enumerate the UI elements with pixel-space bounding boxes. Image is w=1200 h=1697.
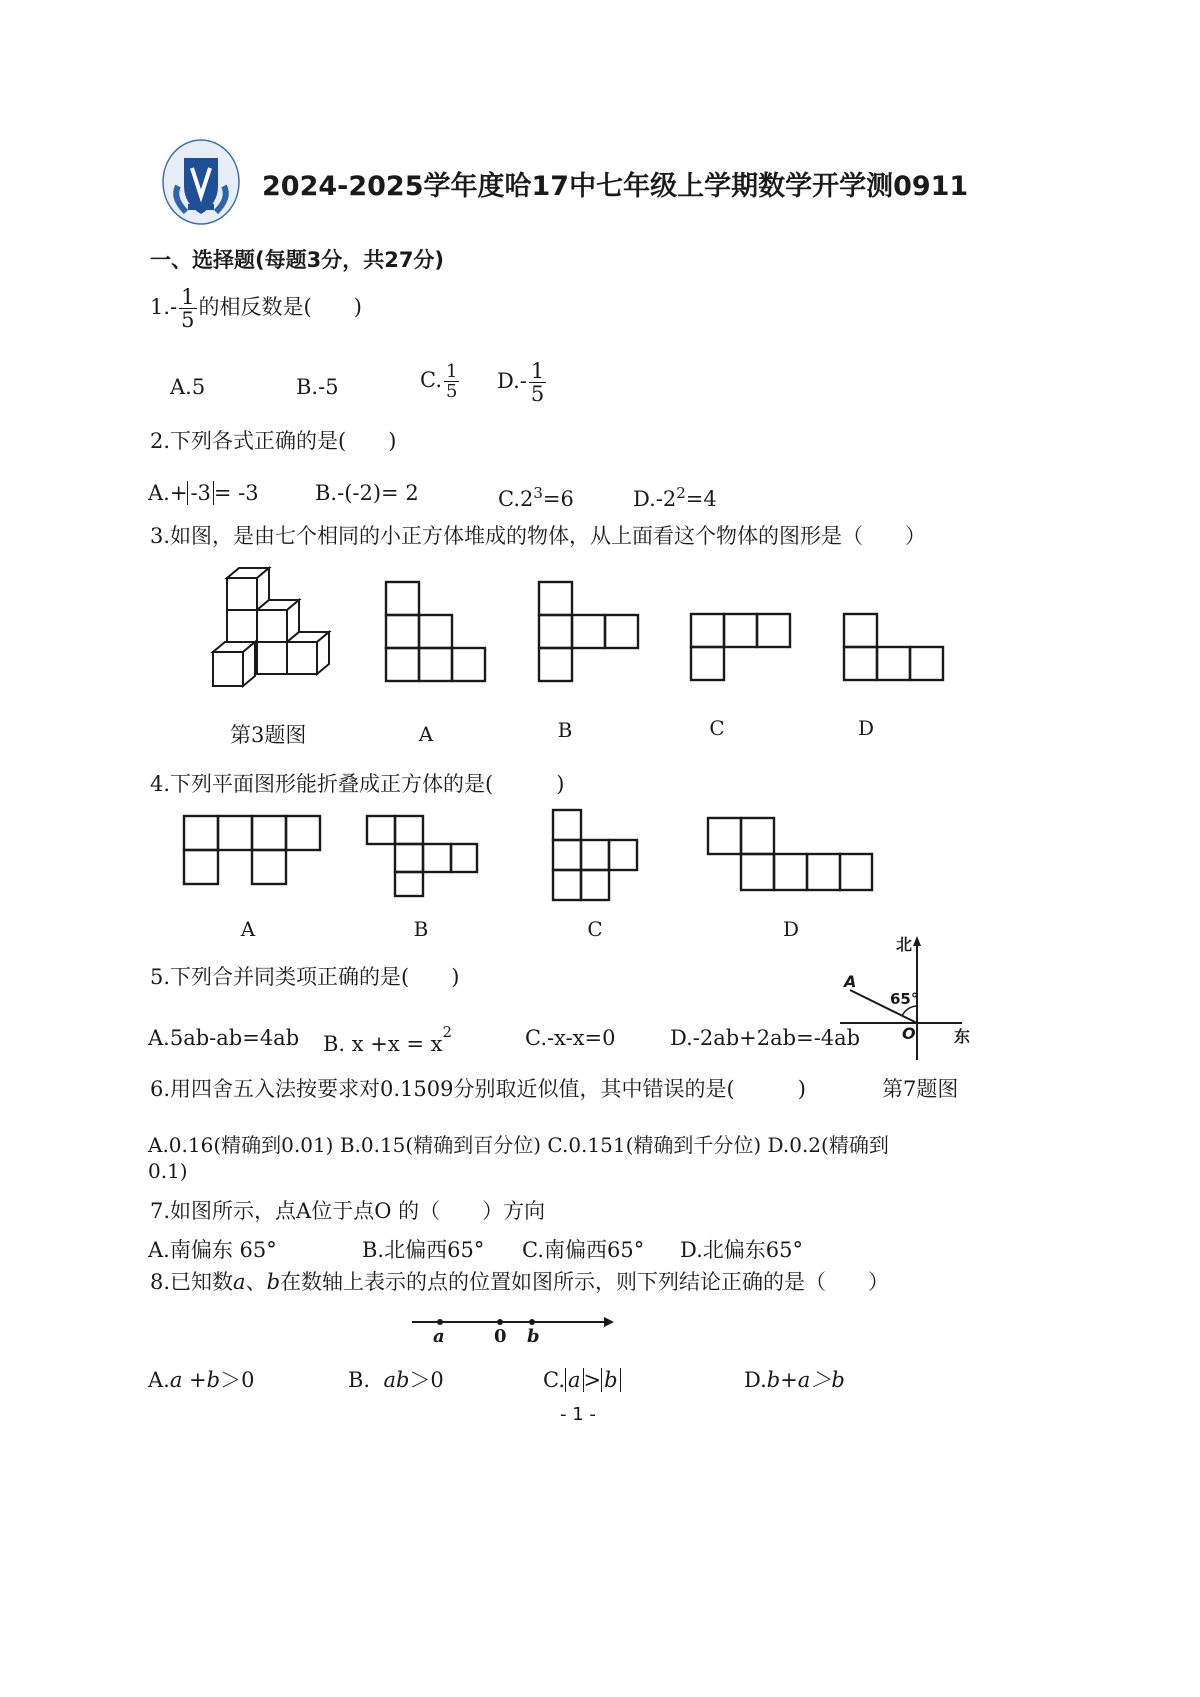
q6-options-line2: 0.1)	[148, 1159, 188, 1183]
section-heading: 一、选择题(每题3分，共27分)	[150, 248, 445, 272]
compass-angle-label: 65°	[890, 990, 919, 1008]
q1-option-a: A.5	[170, 375, 206, 399]
q7-figure-caption: 第7题图	[882, 1077, 959, 1101]
question-6-stem: 6.用四舍五入法按要求对0.1509分别取近似值，其中错误的是( )	[150, 1077, 806, 1101]
q3-option-c-figure	[689, 612, 795, 684]
q2-option-c: $C.2^3=6$	[498, 484, 574, 511]
compass-east-label: 东	[954, 1027, 971, 1046]
q7-option-a: A.南偏东 65°	[148, 1238, 277, 1262]
q3-option-d-figure	[842, 612, 948, 684]
q7-option-d: D.北偏东65°	[680, 1238, 803, 1262]
q4-option-b-net	[365, 814, 479, 898]
q1-option-d: D.- $\frac{1}{5}$	[497, 359, 545, 406]
q4-option-a-net	[182, 814, 322, 888]
q1-option-c: C. $\frac{1}{5}$	[420, 361, 458, 402]
compass-north-label: 北	[896, 935, 913, 954]
question-3-stem: 3.如图，是由七个相同的小正方体堆成的物体，从上面看这个物体的图形是（ ）	[150, 524, 927, 548]
q5-option-d: D.-2ab+2ab=-4ab	[670, 1026, 861, 1050]
q3-label-a: A	[418, 722, 434, 746]
page-number: - 1 -	[560, 1404, 596, 1425]
q3-label-c: C	[709, 716, 725, 740]
q3-label-b: B	[557, 718, 573, 742]
q8-option-a: A.a +b＞0	[148, 1368, 255, 1392]
q3-option-b-figure	[537, 580, 643, 684]
question-8-stem: 8.已知数a、b在数轴上表示的点的位置如图所示，则下列结论正确的是（ ）	[150, 1270, 890, 1294]
number-line-label-b: b	[527, 1326, 540, 1347]
question-2-stem: 2.下列各式正确的是( )	[150, 429, 397, 453]
compass-point-a-label: A	[844, 972, 857, 991]
page-title: 2024-2025学年度哈17中七年级上学期数学开学测0911	[262, 171, 969, 202]
fraction: $\frac{1}{5}$	[181, 285, 195, 332]
question-1-stem: 1.- $\frac{1}{5}$ 的相反数是( )	[150, 285, 362, 332]
q3-label-d: D	[857, 716, 875, 740]
q8-option-c: C. a > b	[543, 1367, 621, 1393]
q1-option-b: B.-5	[296, 375, 339, 399]
q3-figure-caption: 第3题图	[230, 723, 307, 747]
question-5-stem: 5.下列合并同类项正确的是( )	[150, 965, 460, 989]
q4-option-c-net	[551, 808, 639, 904]
q3-option-a-figure	[384, 580, 490, 684]
school-logo	[160, 138, 242, 226]
q4-label-c: C	[587, 917, 603, 941]
q4-label-b: B	[413, 917, 429, 941]
q2-option-d: $D.-2^2=4$	[633, 484, 717, 511]
q4-label-d: D	[782, 917, 800, 941]
q5-option-c: C.-x-x=0	[525, 1026, 616, 1050]
question-7-stem: 7.如图所示，点A位于点O 的（ ）方向	[150, 1199, 546, 1223]
compass-origin-label: O	[902, 1024, 916, 1043]
number-line-label-a: a	[433, 1326, 445, 1347]
q4-label-a: A	[240, 917, 256, 941]
q8-option-d: D.b+a＞b	[744, 1368, 845, 1392]
q5-option-b: B. $x +x = x^2$	[323, 1023, 453, 1056]
q2-option-b: B.-(-2)= 2	[315, 481, 419, 505]
q5-option-a: A.5ab-ab=4ab	[148, 1026, 300, 1050]
q6-options-line1: A.0.16(精确到0.01) B.0.15(精确到百分位) C.0.151(精确到千分位) D.0.2(精确到	[148, 1133, 889, 1157]
q7-option-b: B.北偏西65°	[362, 1238, 485, 1262]
q2-option-a: A.+ -3 = -3	[148, 481, 259, 505]
q8-option-b: B. ab＞0	[348, 1368, 444, 1392]
q3-cube-stack-figure	[205, 568, 335, 692]
number-line-label-zero: 0	[494, 1326, 507, 1347]
q4-option-d-net	[706, 816, 874, 892]
q7-option-c: C.南偏西65°	[522, 1238, 645, 1262]
question-4-stem: 4.下列平面图形能折叠成正方体的是( )	[150, 772, 565, 796]
